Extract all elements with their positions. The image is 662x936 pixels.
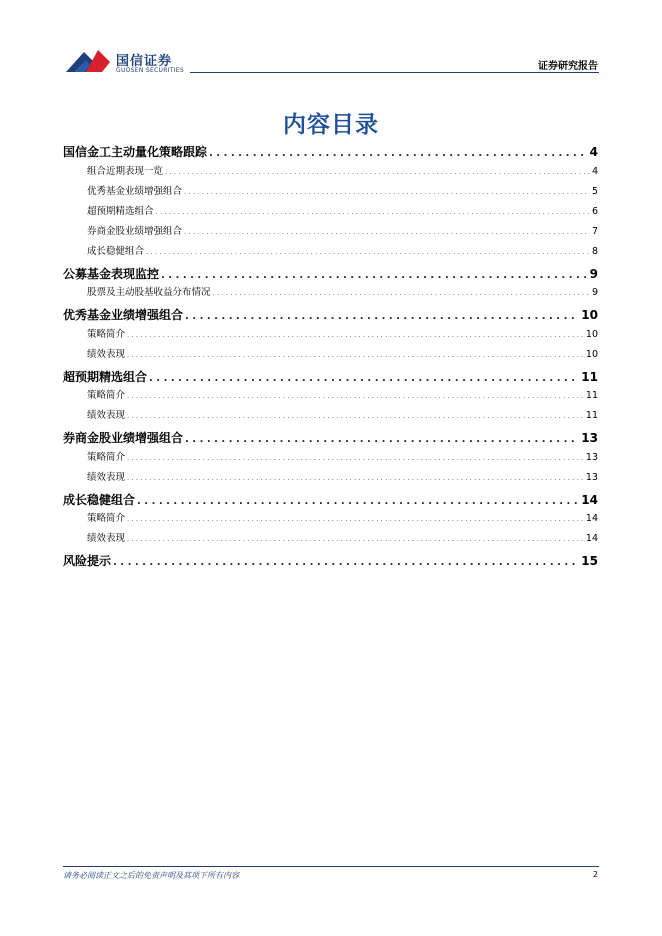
toc-entry-page: 6 <box>591 205 598 217</box>
toc-section-entry[interactable] <box>63 141 598 163</box>
toc-dot-leader <box>146 248 590 256</box>
toc-section-entry[interactable] <box>63 263 598 285</box>
toc-subsection-entry[interactable] <box>63 163 598 183</box>
toc-entry-label: 组合近期表现一览 <box>87 165 164 177</box>
company-name-cn: 国信证券 <box>116 54 173 69</box>
toc-subsection-entry[interactable] <box>63 510 598 530</box>
toc-entry-label: 成长稳健组合 <box>63 492 136 507</box>
toc-entry-label: 券商金股业绩增强组合 <box>87 225 183 237</box>
toc-entry-label: 策略简介 <box>87 328 126 340</box>
toc-subsection-entry[interactable] <box>63 223 598 243</box>
toc-entry-label: 策略简介 <box>87 390 126 401</box>
toc-dot-leader <box>185 311 579 322</box>
toc-section-entry[interactable] <box>63 427 598 449</box>
toc-subsection-entry[interactable] <box>63 530 598 550</box>
toc-dot-leader <box>127 515 584 523</box>
toc-subsection-entry[interactable] <box>63 407 598 427</box>
toc-entry-page: 11 <box>585 410 598 421</box>
toc-entry-page: 14 <box>581 492 598 507</box>
toc-dot-leader <box>213 289 590 297</box>
toc-subsection-entry[interactable] <box>63 203 598 223</box>
toc-entry-label: 风险提示 <box>63 554 112 568</box>
toc-entry-page: 4 <box>591 165 598 177</box>
toc-dot-leader <box>184 188 590 196</box>
toc-entry-page: 5 <box>591 185 598 197</box>
toc-entry-page: 13 <box>585 451 598 463</box>
toc-dot-leader <box>137 496 579 507</box>
toc-title: 内容目录 <box>283 112 379 138</box>
toc-dot-leader <box>127 351 584 359</box>
toc-entry-label: 策略简介 <box>87 451 126 463</box>
toc-dot-leader <box>127 454 584 462</box>
toc-entry-label: 券商金股业绩增强组合 <box>63 431 184 445</box>
toc-entry-page: 14 <box>585 513 598 524</box>
toc-entry-label: 国信金工主动量化策略跟踪 <box>63 145 208 159</box>
company-name-en: GUOSEN SECURITIES <box>116 67 185 74</box>
toc-dot-leader <box>185 434 579 445</box>
footer-divider <box>63 866 599 867</box>
toc-entry-label: 股票及主动股基收益分布情况 <box>87 287 211 298</box>
toc-dot-leader <box>156 208 590 216</box>
guosen-logo-icon <box>64 46 114 78</box>
toc-entry-label: 优秀基金业绩增强组合 <box>87 185 183 197</box>
toc-dot-leader <box>127 412 584 420</box>
toc-dot-leader <box>127 331 584 339</box>
toc-entry-label: 公募基金表现监控 <box>63 266 160 281</box>
toc-section-entry[interactable] <box>63 489 598 511</box>
toc-dot-leader <box>184 228 590 236</box>
toc-entry-page: 10 <box>585 328 598 340</box>
toc-subsection-entry[interactable] <box>63 346 598 366</box>
toc-entry-label: 策略简介 <box>87 513 126 524</box>
toc-entry-page: 7 <box>591 225 598 237</box>
toc-dot-leader <box>149 373 579 384</box>
toc-entry-page: 11 <box>581 369 598 384</box>
toc-entry-page: 15 <box>581 554 598 568</box>
toc-entry-page: 9 <box>591 287 598 298</box>
toc-entry-page: 10 <box>585 348 598 360</box>
toc-dot-leader <box>209 148 588 159</box>
page-number: 2 <box>592 870 598 879</box>
page-header <box>0 0 662 80</box>
toc-entry-label: 优秀基金业绩增强组合 <box>63 308 184 322</box>
toc-section-entry[interactable] <box>63 550 598 572</box>
toc-subsection-entry[interactable] <box>63 243 598 263</box>
toc-section-entry[interactable] <box>63 366 598 388</box>
toc-entry-page: 13 <box>585 471 598 483</box>
footer-disclaimer: 请务必阅读正文之后的免责声明及其项下所有内容 <box>63 871 239 880</box>
toc-entry-page: 13 <box>581 431 598 445</box>
toc-subsection-entry[interactable] <box>63 449 598 469</box>
toc-entry-label: 绩效表现 <box>87 410 126 421</box>
toc-entry-page: 11 <box>585 390 598 401</box>
toc-entry-page: 10 <box>581 308 598 322</box>
toc-subsection-entry[interactable] <box>63 284 598 304</box>
toc-entry-label: 绩效表现 <box>87 348 126 360</box>
toc-dot-leader <box>127 392 584 400</box>
toc-entry-label: 超预期精选组合 <box>63 369 148 384</box>
toc-dot-leader <box>161 270 588 281</box>
toc-subsection-entry[interactable] <box>63 387 598 407</box>
toc-section-entry[interactable] <box>63 304 598 326</box>
toc-entry-label: 成长稳健组合 <box>87 245 145 257</box>
toc-entry-page: 14 <box>585 533 598 544</box>
toc-dot-leader <box>113 557 579 568</box>
toc-entry-page: 8 <box>591 245 598 257</box>
toc-dot-leader <box>165 168 590 176</box>
toc-entry-page: 4 <box>589 145 598 159</box>
toc-entry-label: 绩效表现 <box>87 471 126 483</box>
toc-dot-leader <box>127 474 584 482</box>
toc-subsection-entry[interactable] <box>63 326 598 346</box>
toc-subsection-entry[interactable] <box>63 183 598 203</box>
report-type-label: 证券研究报告 <box>538 61 598 72</box>
header-divider <box>190 72 599 73</box>
toc-entry-label: 超预期精选组合 <box>87 205 154 217</box>
toc-entry-label: 绩效表现 <box>87 533 126 544</box>
toc-subsection-entry[interactable] <box>63 469 598 489</box>
toc-dot-leader <box>127 535 584 543</box>
toc-entry-page: 9 <box>589 266 598 281</box>
table-of-contents <box>63 141 598 572</box>
